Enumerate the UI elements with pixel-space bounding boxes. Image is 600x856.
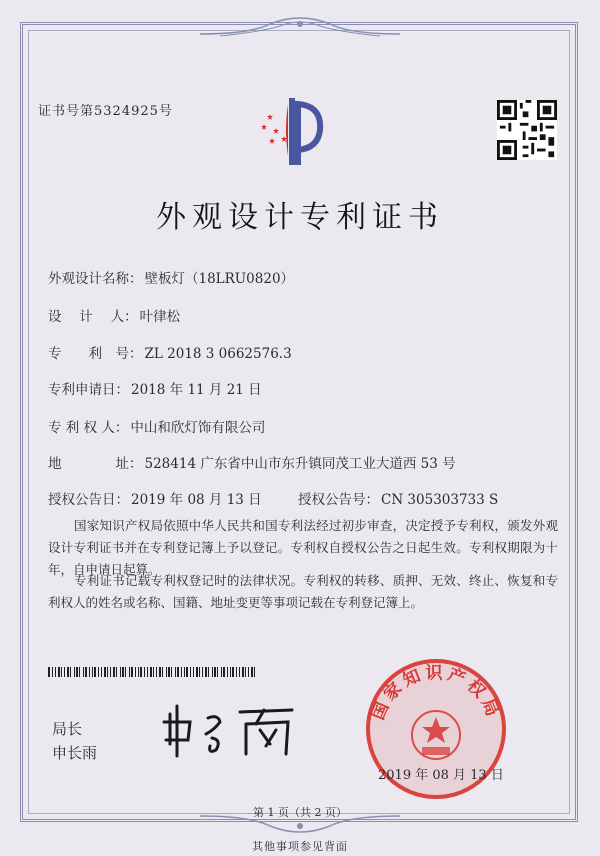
field-label: 外观设计名称： — [48, 271, 143, 287]
field-patentee — [48, 416, 265, 436]
page-number: 第 1 页（共 2 页） — [253, 806, 347, 819]
field-label: 专利申请日： — [48, 382, 129, 398]
back-page-note: 其他事项参见背面 — [252, 840, 348, 853]
grant-paragraph: 国家知识产权局依照中华人民共和国专利法经过初步审查，决定授予专利权，颁发外观设计专利证书并在专利登记簿上予以登记。专利权自授权公告之日起生效。专利权期限为十年，自申请日起算。 — [48, 517, 558, 577]
field-value: 叶律松 — [139, 309, 181, 325]
field-value: 2019 年 08 月 13 日 — [131, 492, 262, 508]
field-label: 授权公告日： — [48, 492, 129, 508]
field-label: 设 计 人： — [48, 309, 138, 325]
seal-text: 国家知识产权局 — [368, 663, 504, 723]
certificate-title: 外观设计专利证书 — [156, 200, 444, 235]
field-design-name — [48, 267, 294, 287]
legal-status-paragraph: 专利证书记载专利权登记时的法律状况。专利权的转移、质押、无效、终止、恢复和专利权人的姓名或名称、国籍、地址变更等事项记载在专利登记簿上。 — [48, 572, 558, 610]
announcement-date — [48, 488, 262, 508]
cnipa-logo-icon — [252, 90, 332, 170]
announcement-number — [298, 488, 498, 508]
field-patent-number — [48, 342, 292, 362]
field-application-date — [48, 378, 262, 398]
barcode-icon — [48, 667, 258, 677]
field-label: 专 利 权 人： — [48, 420, 129, 436]
field-value: CN 305303733 S — [381, 492, 499, 508]
director-title: 局长 — [52, 720, 83, 738]
field-value: 528414 广东省中山市东升镇同茂工业大道西 53 号 — [144, 456, 456, 472]
field-label: 授权公告号： — [298, 492, 379, 508]
director-signature — [160, 700, 300, 760]
qr-code-icon — [497, 100, 557, 160]
seal-date: 2019 年 08 月 13 日 — [378, 768, 504, 783]
director-name: 申长雨 — [52, 744, 98, 762]
field-value: 2018 年 11 月 21 日 — [131, 382, 262, 398]
field-label: 地 址： — [48, 456, 143, 472]
field-label: 专 利 号： — [48, 346, 143, 362]
field-value: 壁板灯（18LRU0820） — [144, 271, 295, 287]
field-address — [48, 452, 456, 472]
field-value: ZL 2018 3 0662576.3 — [144, 346, 292, 362]
field-designer — [48, 305, 180, 325]
top-ornament — [200, 16, 400, 38]
field-value: 中山和欣灯饰有限公司 — [130, 420, 266, 436]
certificate-number: 证书号第5324925号 — [38, 104, 173, 119]
